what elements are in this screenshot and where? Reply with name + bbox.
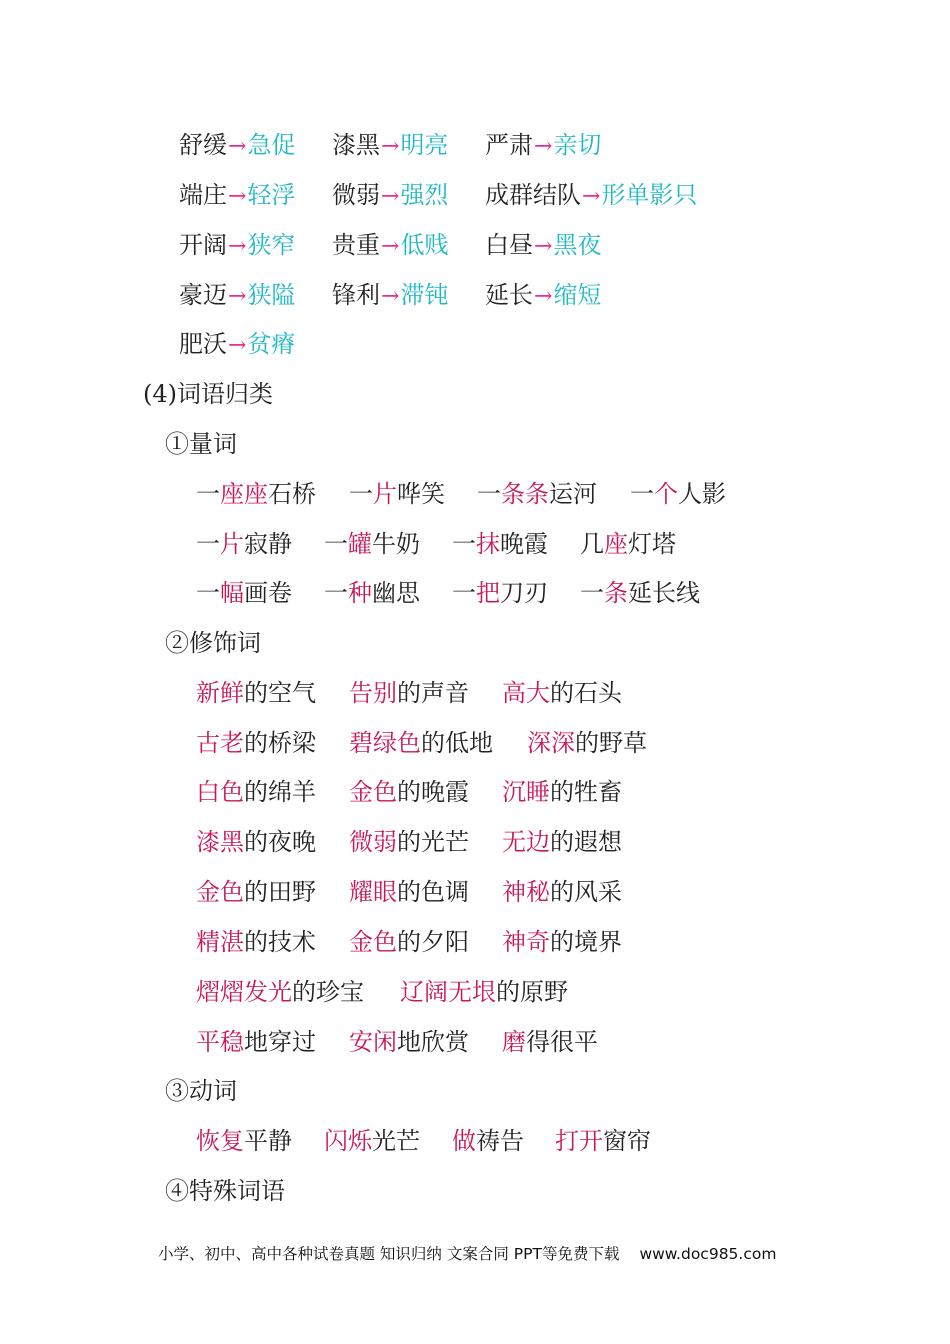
modifier-phrase [196,776,316,808]
antonym-answer: 狭窄 [247,231,296,259]
phrase-highlight: 辽阔无垠 [400,978,496,1006]
phrase-suffix: 晚霞 [500,530,548,558]
antonym-word: 白昼 [485,231,533,259]
phrase-highlight: 条 [604,579,628,607]
phrase-suffix: 的桥梁 [244,729,316,757]
footer-text: 小学、初中、高中各种试卷真题 知识归纳 文案合同 PPT等免费下载 [158,1245,620,1263]
phrase-highlight: 个 [654,480,678,508]
arrow-icon: → [381,234,400,259]
modifier-phrase [349,677,469,709]
footer-url[interactable]: www.doc985.com [639,1245,777,1263]
phrase-prefix: 一 [196,530,220,558]
modifier-phrase [196,727,316,759]
quantifier-phrase [324,528,420,560]
modifier-phrase [196,677,316,709]
antonym-answer: 形单影只 [601,181,698,209]
phrase-suffix: 得很平 [526,1028,598,1056]
phrase-suffix: 人影 [678,480,726,508]
phrase-prefix: 一 [196,480,220,508]
phrase-suffix: 地欣赏 [397,1028,469,1056]
antonym-word: 严肃 [485,131,533,159]
antonym-answer: 贫瘠 [247,330,296,358]
phrase-highlight: 安闲 [349,1028,397,1056]
phrase-highlight: 座座 [220,480,268,508]
phrase-highlight: 古老 [196,729,244,757]
phrase-highlight: 幅 [220,579,244,607]
phrase-suffix: 的夕阳 [397,928,469,956]
phrase-suffix: 哗笑 [397,480,445,508]
phrase-suffix: 的风采 [550,878,622,906]
antonym-word: 贵重 [332,231,380,259]
phrase-suffix: 石桥 [268,480,316,508]
antonym-word: 豪迈 [179,281,227,309]
phrase-highlight: 片 [220,530,244,558]
antonym-pair [179,179,295,213]
phrase-suffix: 寂静 [244,530,292,558]
phrase-highlight: 罐 [348,530,372,558]
antonym-answer: 低贱 [400,231,449,259]
quantifier-phrase [349,478,445,510]
subsection-heading: ①量词 [165,430,237,458]
phrase-suffix: 的夜晚 [244,828,316,856]
modifier-phrase [196,826,316,858]
phrase-highlight: 精湛 [196,928,244,956]
phrase-highlight: 片 [373,480,397,508]
antonym-answer: 急促 [247,131,296,159]
modifier-phrase [502,926,622,958]
antonym-pair [332,279,448,313]
phrase-prefix: 一 [349,480,373,508]
phrase-prefix: 一 [324,530,348,558]
phrase-highlight: 微弱 [349,828,397,856]
phrase-suffix: 的原野 [496,978,568,1006]
phrase-highlight: 金色 [349,928,397,956]
antonym-answer: 强烈 [400,181,449,209]
arrow-icon: → [381,134,400,159]
modifier-phrase [349,727,493,759]
antonym-answer: 黑夜 [553,231,602,259]
antonym-pair [485,179,697,213]
antonym-word: 漆黑 [332,131,380,159]
antonym-answer: 轻浮 [247,181,296,209]
phrase-highlight: 沉睡 [502,778,550,806]
phrase-highlight: 无边 [502,828,550,856]
antonym-pair [179,129,295,163]
phrase-suffix: 窗帘 [603,1127,651,1155]
phrase-prefix: 一 [452,530,476,558]
antonym-pair [485,229,601,263]
modifier-phrase [196,976,364,1008]
phrase-suffix: 运河 [549,480,597,508]
antonym-answer: 滞钝 [400,281,449,309]
phrase-suffix: 延长线 [628,579,700,607]
modifier-phrase [196,1026,316,1058]
antonym-answer: 狭隘 [247,281,296,309]
phrase-highlight: 告别 [349,679,397,707]
antonym-answer: 明亮 [400,131,449,159]
phrase-suffix: 的遐想 [550,828,622,856]
arrow-icon: → [228,134,247,159]
phrase-highlight: 条条 [501,480,549,508]
phrase-highlight: 神奇 [502,928,550,956]
phrase-highlight: 熠熠发光 [196,978,292,1006]
arrow-icon: → [228,284,247,309]
phrase-highlight: 碧绿色 [349,729,421,757]
modifier-phrase [502,876,622,908]
phrase-highlight: 平稳 [196,1028,244,1056]
phrase-prefix: 几 [580,530,604,558]
arrow-icon: → [228,333,247,358]
phrase-highlight: 抹 [476,530,500,558]
antonym-word: 舒缓 [179,131,227,159]
phrase-suffix: 的境界 [550,928,622,956]
phrase-suffix: 的光芒 [397,828,469,856]
antonym-pair [332,129,448,163]
modifier-phrase [502,826,622,858]
phrase-prefix: 一 [452,579,476,607]
antonym-word: 肥沃 [179,330,227,358]
arrow-icon: → [228,184,247,209]
phrase-suffix: 光芒 [372,1127,420,1155]
phrase-highlight: 深深 [527,729,575,757]
phrase-suffix: 的石头 [550,679,622,707]
phrase-highlight: 恢复 [196,1127,244,1155]
phrase-suffix: 幽思 [372,579,420,607]
phrase-highlight: 打开 [555,1127,603,1155]
page-footer [158,1242,776,1266]
arrow-icon: → [534,284,553,309]
phrase-highlight: 高大 [502,679,550,707]
antonym-pair [485,279,601,313]
arrow-icon: → [381,184,400,209]
phrase-highlight: 种 [348,579,372,607]
antonym-pair [332,229,448,263]
phrase-suffix: 灯塔 [628,530,676,558]
quantifier-phrase [580,577,700,609]
phrase-suffix: 的低地 [421,729,493,757]
phrase-suffix: 平静 [244,1127,292,1155]
antonym-pair [179,229,295,263]
quantifier-phrase [630,478,726,510]
phrase-highlight: 金色 [349,778,397,806]
phrase-highlight: 闪烁 [324,1127,372,1155]
phrase-highlight: 把 [476,579,500,607]
modifier-phrase [400,976,568,1008]
section-heading: (4)词语归类 [143,380,273,408]
phrase-prefix: 一 [196,579,220,607]
phrase-highlight: 漆黑 [196,828,244,856]
phrase-highlight: 神秘 [502,878,550,906]
arrow-icon: → [534,134,553,159]
phrase-suffix: 的技术 [244,928,316,956]
modifier-phrase [349,826,469,858]
verb-phrase [555,1125,651,1157]
quantifier-phrase [324,577,420,609]
subsection-heading: ④特殊词语 [165,1177,285,1205]
quantifier-phrase [452,528,548,560]
phrase-suffix: 的野草 [575,729,647,757]
antonym-pair [485,129,601,163]
phrase-suffix: 的牲畜 [550,778,622,806]
arrow-icon: → [534,234,553,259]
phrase-highlight: 新鲜 [196,679,244,707]
modifier-phrase [349,876,469,908]
phrase-highlight: 白色 [196,778,244,806]
modifier-phrase [349,776,469,808]
phrase-highlight: 金色 [196,878,244,906]
quantifier-phrase [452,577,548,609]
modifier-phrase [502,1026,598,1058]
antonym-pair [179,279,295,313]
phrase-suffix: 画卷 [244,579,292,607]
phrase-highlight: 磨 [502,1028,526,1056]
antonym-word: 延长 [485,281,533,309]
modifier-phrase [502,677,622,709]
phrase-suffix: 祷告 [476,1127,524,1155]
phrase-prefix: 一 [324,579,348,607]
phrase-suffix: 的绵羊 [244,778,316,806]
phrase-suffix: 的晚霞 [397,778,469,806]
antonym-word: 成群结队 [485,181,581,209]
phrase-suffix: 的色调 [397,878,469,906]
arrow-icon: → [582,184,601,209]
phrase-highlight: 座 [604,530,628,558]
modifier-phrase [196,926,316,958]
verb-phrase [324,1125,420,1157]
modifier-phrase [349,1026,469,1058]
phrase-prefix: 一 [630,480,654,508]
modifier-phrase [502,776,622,808]
antonym-word: 端庄 [179,181,227,209]
subsection-heading: ②修饰词 [165,629,261,657]
arrow-icon: → [381,284,400,309]
verb-phrase [196,1125,292,1157]
quantifier-phrase [196,478,316,510]
phrase-highlight: 做 [452,1127,476,1155]
modifier-phrase [196,876,316,908]
verb-phrase [452,1125,524,1157]
quantifier-phrase [196,577,292,609]
antonym-word: 微弱 [332,181,380,209]
antonym-answer: 亲切 [553,131,602,159]
modifier-phrase [349,926,469,958]
subsection-heading: ③动词 [165,1077,237,1105]
phrase-highlight: 耀眼 [349,878,397,906]
phrase-prefix: 一 [477,480,501,508]
phrase-suffix: 的声音 [397,679,469,707]
quantifier-phrase [580,528,676,560]
quantifier-phrase [196,528,292,560]
phrase-suffix: 的田野 [244,878,316,906]
phrase-suffix: 的珍宝 [292,978,364,1006]
phrase-suffix: 地穿过 [244,1028,316,1056]
antonym-word: 锋利 [332,281,380,309]
antonym-answer: 缩短 [553,281,602,309]
arrow-icon: → [228,234,247,259]
antonym-word: 开阔 [179,231,227,259]
quantifier-phrase [477,478,597,510]
modifier-phrase [527,727,647,759]
antonym-pair [332,179,448,213]
phrase-suffix: 牛奶 [372,530,420,558]
phrase-suffix: 的空气 [244,679,316,707]
antonym-pair [179,328,295,362]
phrase-suffix: 刀刃 [500,579,548,607]
phrase-prefix: 一 [580,579,604,607]
